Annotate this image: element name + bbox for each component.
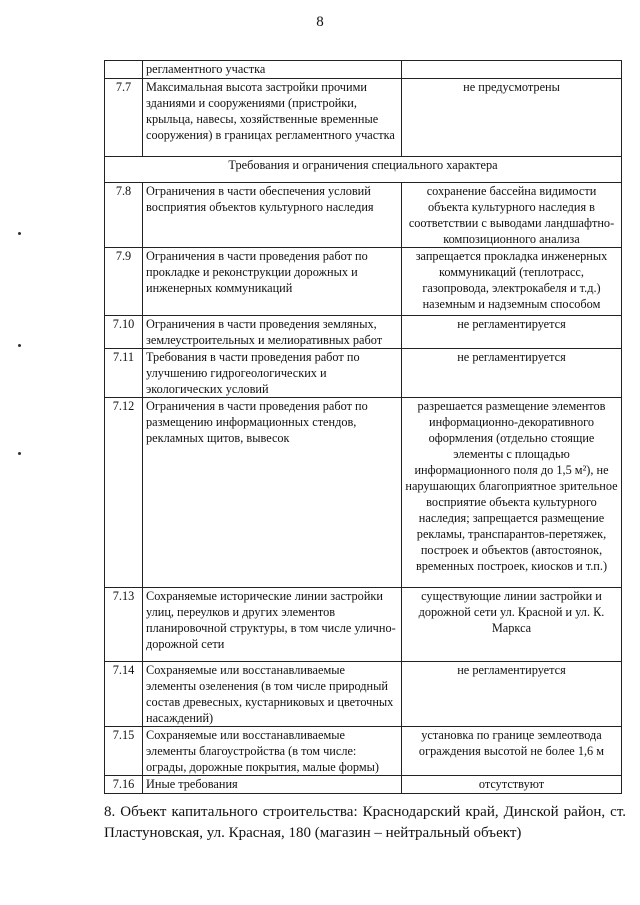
table-row-7-12 bbox=[105, 398, 622, 588]
row-description: Максимальная высота застройки прочими зданиями и сооружениями (пристройки, крыльца, навесы, хозяйственные временные сооружения) в границах регламентного участка bbox=[143, 79, 402, 157]
row-description: Ограничения в части обеспечения условий восприятия объектов культурного наследия bbox=[143, 183, 402, 248]
row-value: установка по границе землеотвода ограждения высотой не более 1,6 м bbox=[402, 727, 622, 776]
table-row-7-13 bbox=[105, 588, 622, 662]
row-description: Иные требования bbox=[143, 776, 402, 794]
row-description: Сохраняемые исторические линии застройки улиц, переулков и других элементов планировочной структуры, в том числе улично-дорожной сети bbox=[143, 588, 402, 662]
row-number: 7.14 bbox=[105, 662, 143, 727]
table-row-7-7 bbox=[105, 79, 622, 157]
table-row-7-10 bbox=[105, 316, 622, 349]
row-value: существующие линии застройки и дорожной сети ул. Красной и ул. К. Маркса bbox=[402, 588, 622, 662]
row-value: не регламентируется bbox=[402, 316, 622, 349]
scan-mark bbox=[18, 452, 21, 455]
row-number bbox=[105, 61, 143, 79]
row-description: Ограничения в части проведения земляных, землеустроительных и мелиоративных работ bbox=[143, 316, 402, 349]
row-value: не регламентируется bbox=[402, 349, 622, 398]
row-value: запрещается прокладка инженерных коммуникаций (теплотрасс, газопровода, электрокабеля и т.д.) наземным и надземным способом bbox=[402, 248, 622, 316]
row-number: 7.9 bbox=[105, 248, 143, 316]
row-description: Сохраняемые или восстанавливаемые элементы благоустройства (в том числе: ограды, дорожные покрытия, малые формы) bbox=[143, 727, 402, 776]
row-number: 7.15 bbox=[105, 727, 143, 776]
row-number: 7.12 bbox=[105, 398, 143, 588]
table-row-top bbox=[105, 61, 622, 79]
row-description: Сохраняемые или восстанавливаемые элементы озеленения (в том числе природный состав древесных, кустарниковых и цветочных насаждений) bbox=[143, 662, 402, 727]
row-value: не предусмотрены bbox=[402, 79, 622, 157]
row-description: регламентного участка bbox=[143, 61, 402, 79]
row-number: 7.8 bbox=[105, 183, 143, 248]
row-value: не регламентируется bbox=[402, 662, 622, 727]
row-number: 7.11 bbox=[105, 349, 143, 398]
footer-paragraph: 8. Объект капитального строительства: Краснодарский край, Динской район, ст. Пластуновская, ул. Красная, 180 (магазин – нейтральный объект) bbox=[104, 804, 626, 841]
regulations-table bbox=[104, 60, 622, 794]
row-value: разрешается размещение элементов информационно-декоративного оформления (отдельно стоящие элементы с площадью информационного поля до 1,5 м²), не нарушающих благоприятное зрительное восприятие объекта культурного наследия; запрещается размещение рекламы, транспарантов-перетяжек, построек и объектов (автостоянок, временных построек, киосков и т.п.) bbox=[402, 398, 622, 588]
table-row-section bbox=[105, 157, 622, 183]
section-heading: Требования и ограничения специального характера bbox=[105, 157, 622, 183]
table-row-7-15 bbox=[105, 727, 622, 776]
page-number: 8 bbox=[316, 14, 324, 30]
table-row-7-9 bbox=[105, 248, 622, 316]
row-description: Требования в части проведения работ по улучшению гидрогеологических и экологических условий bbox=[143, 349, 402, 398]
table-row-7-11 bbox=[105, 349, 622, 398]
row-number: 7.13 bbox=[105, 588, 143, 662]
row-value: сохранение бассейна видимости объекта культурного наследия в соответствии с выводами ландшафтно-композиционного анализа bbox=[402, 183, 622, 248]
scan-mark bbox=[18, 344, 21, 347]
row-description: Ограничения в части проведения работ по размещению информационных стендов, рекламных щитов, вывесок bbox=[143, 398, 402, 588]
table-row-7-16 bbox=[105, 776, 622, 794]
table-row-7-14 bbox=[105, 662, 622, 727]
row-value bbox=[402, 61, 622, 79]
table-row-7-8 bbox=[105, 183, 622, 248]
row-number: 7.7 bbox=[105, 79, 143, 157]
row-value: отсутствуют bbox=[402, 776, 622, 794]
scan-mark bbox=[18, 232, 21, 235]
row-number: 7.10 bbox=[105, 316, 143, 349]
row-description: Ограничения в части проведения работ по прокладке и реконструкции дорожных и инженерных коммуникаций bbox=[143, 248, 402, 316]
row-number: 7.16 bbox=[105, 776, 143, 794]
